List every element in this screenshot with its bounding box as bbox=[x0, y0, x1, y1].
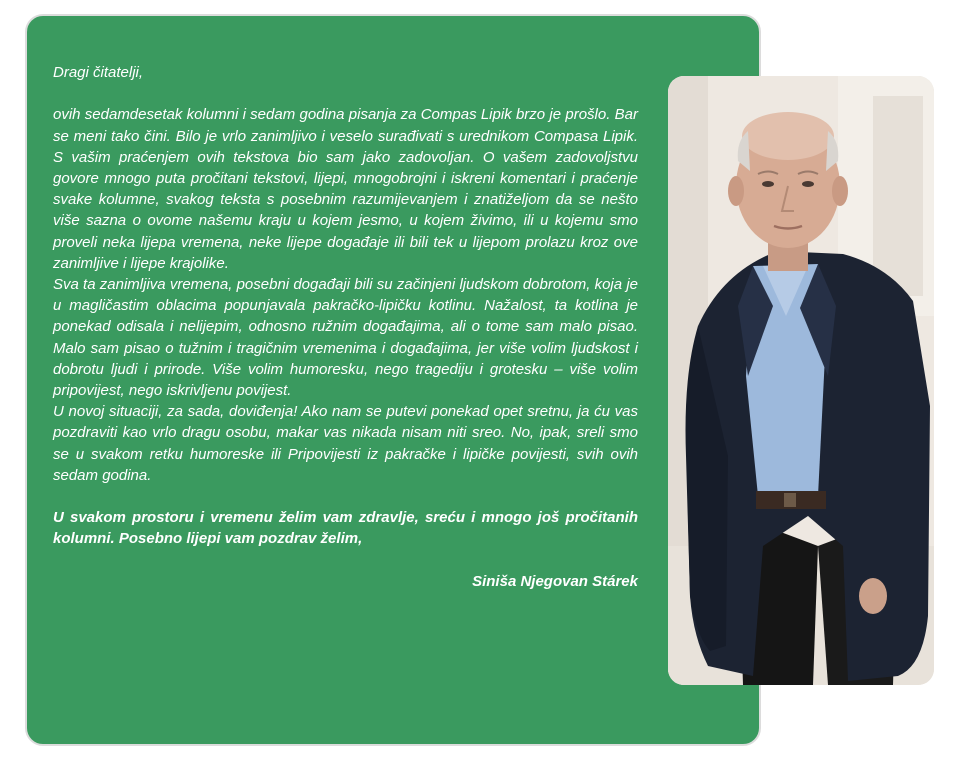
letter-paragraph: Sva ta zanimljiva vremena, posebni događaji bili su začinjeni ljudskom dobrotom, koja je u magličastim oblacima popunjavala pakračko-lipičku kotlinu. Nažalost, ta kotlina je ponekad odisala i nelijepim, odnosno ružnim događajima, ali o tome sam malo pisao. Malo sam pisao o tužnim i tragičnim vremenima i događajima, jer više volim ljudskost i dobrotu ljudi i prirode. Više volim humoresku, nego tragediju i grotesku – više volim pripovijest, nego iskrivljenu povijest. bbox=[53, 276, 638, 400]
letter-closing: U svakom prostoru i vremenu želim vam zdravlje, sreću i mnogo još pročitanih kolumni. Posebno lijepi vam pozdrav želim, bbox=[53, 509, 638, 548]
letter-signature: Siniša Njegovan Stárek bbox=[472, 572, 638, 590]
letter-text bbox=[53, 62, 638, 592]
author-photo bbox=[668, 76, 934, 685]
letter-paragraph: ovih sedamdesetak kolumni i sedam godina pisanja za Compas Lipik brzo je prošlo. Bar se meni tako čini. Bilo je vrlo zanimljivo i veselo surađivati s urednikom Compasa Lipik. S vašim praćenjem ovih tekstova bio sam jako zadovoljan. O vašem zadovoljstvu govore mnogo puta pročitani tekstovi, lijepi, mnogobrojni i iskreni komentari i praćenje svake kolumne, svakog teksta s posebnim razumijevanjem i znatiželjom da se nešto više sazna o ovome našemu kraju u kojem jesmo, u kojem živimo, ili u kojemu smo proveli neka lijepa vremena, neke lijepe događaje ili bili tek u lijepom prolazu kroz ove zanimljive i lijepe krajolike. bbox=[53, 106, 638, 272]
author-portrait-illustration bbox=[668, 76, 934, 685]
letter-paragraph: U novoj situaciji, za sada, doviđenja! Ako nam se putevi ponekad opet sretnu, ja ću vas pozdraviti kao vrlo dragu osobu, makar vas nikada nisam niti sreo. No, ipak, sreli smo se u svakom retku humoreske ili Pripovijesti iz pakračke i lipičke povijesti, svih ovih sedam godina. bbox=[53, 403, 638, 484]
letter-greeting: Dragi čitatelji, bbox=[53, 64, 144, 81]
